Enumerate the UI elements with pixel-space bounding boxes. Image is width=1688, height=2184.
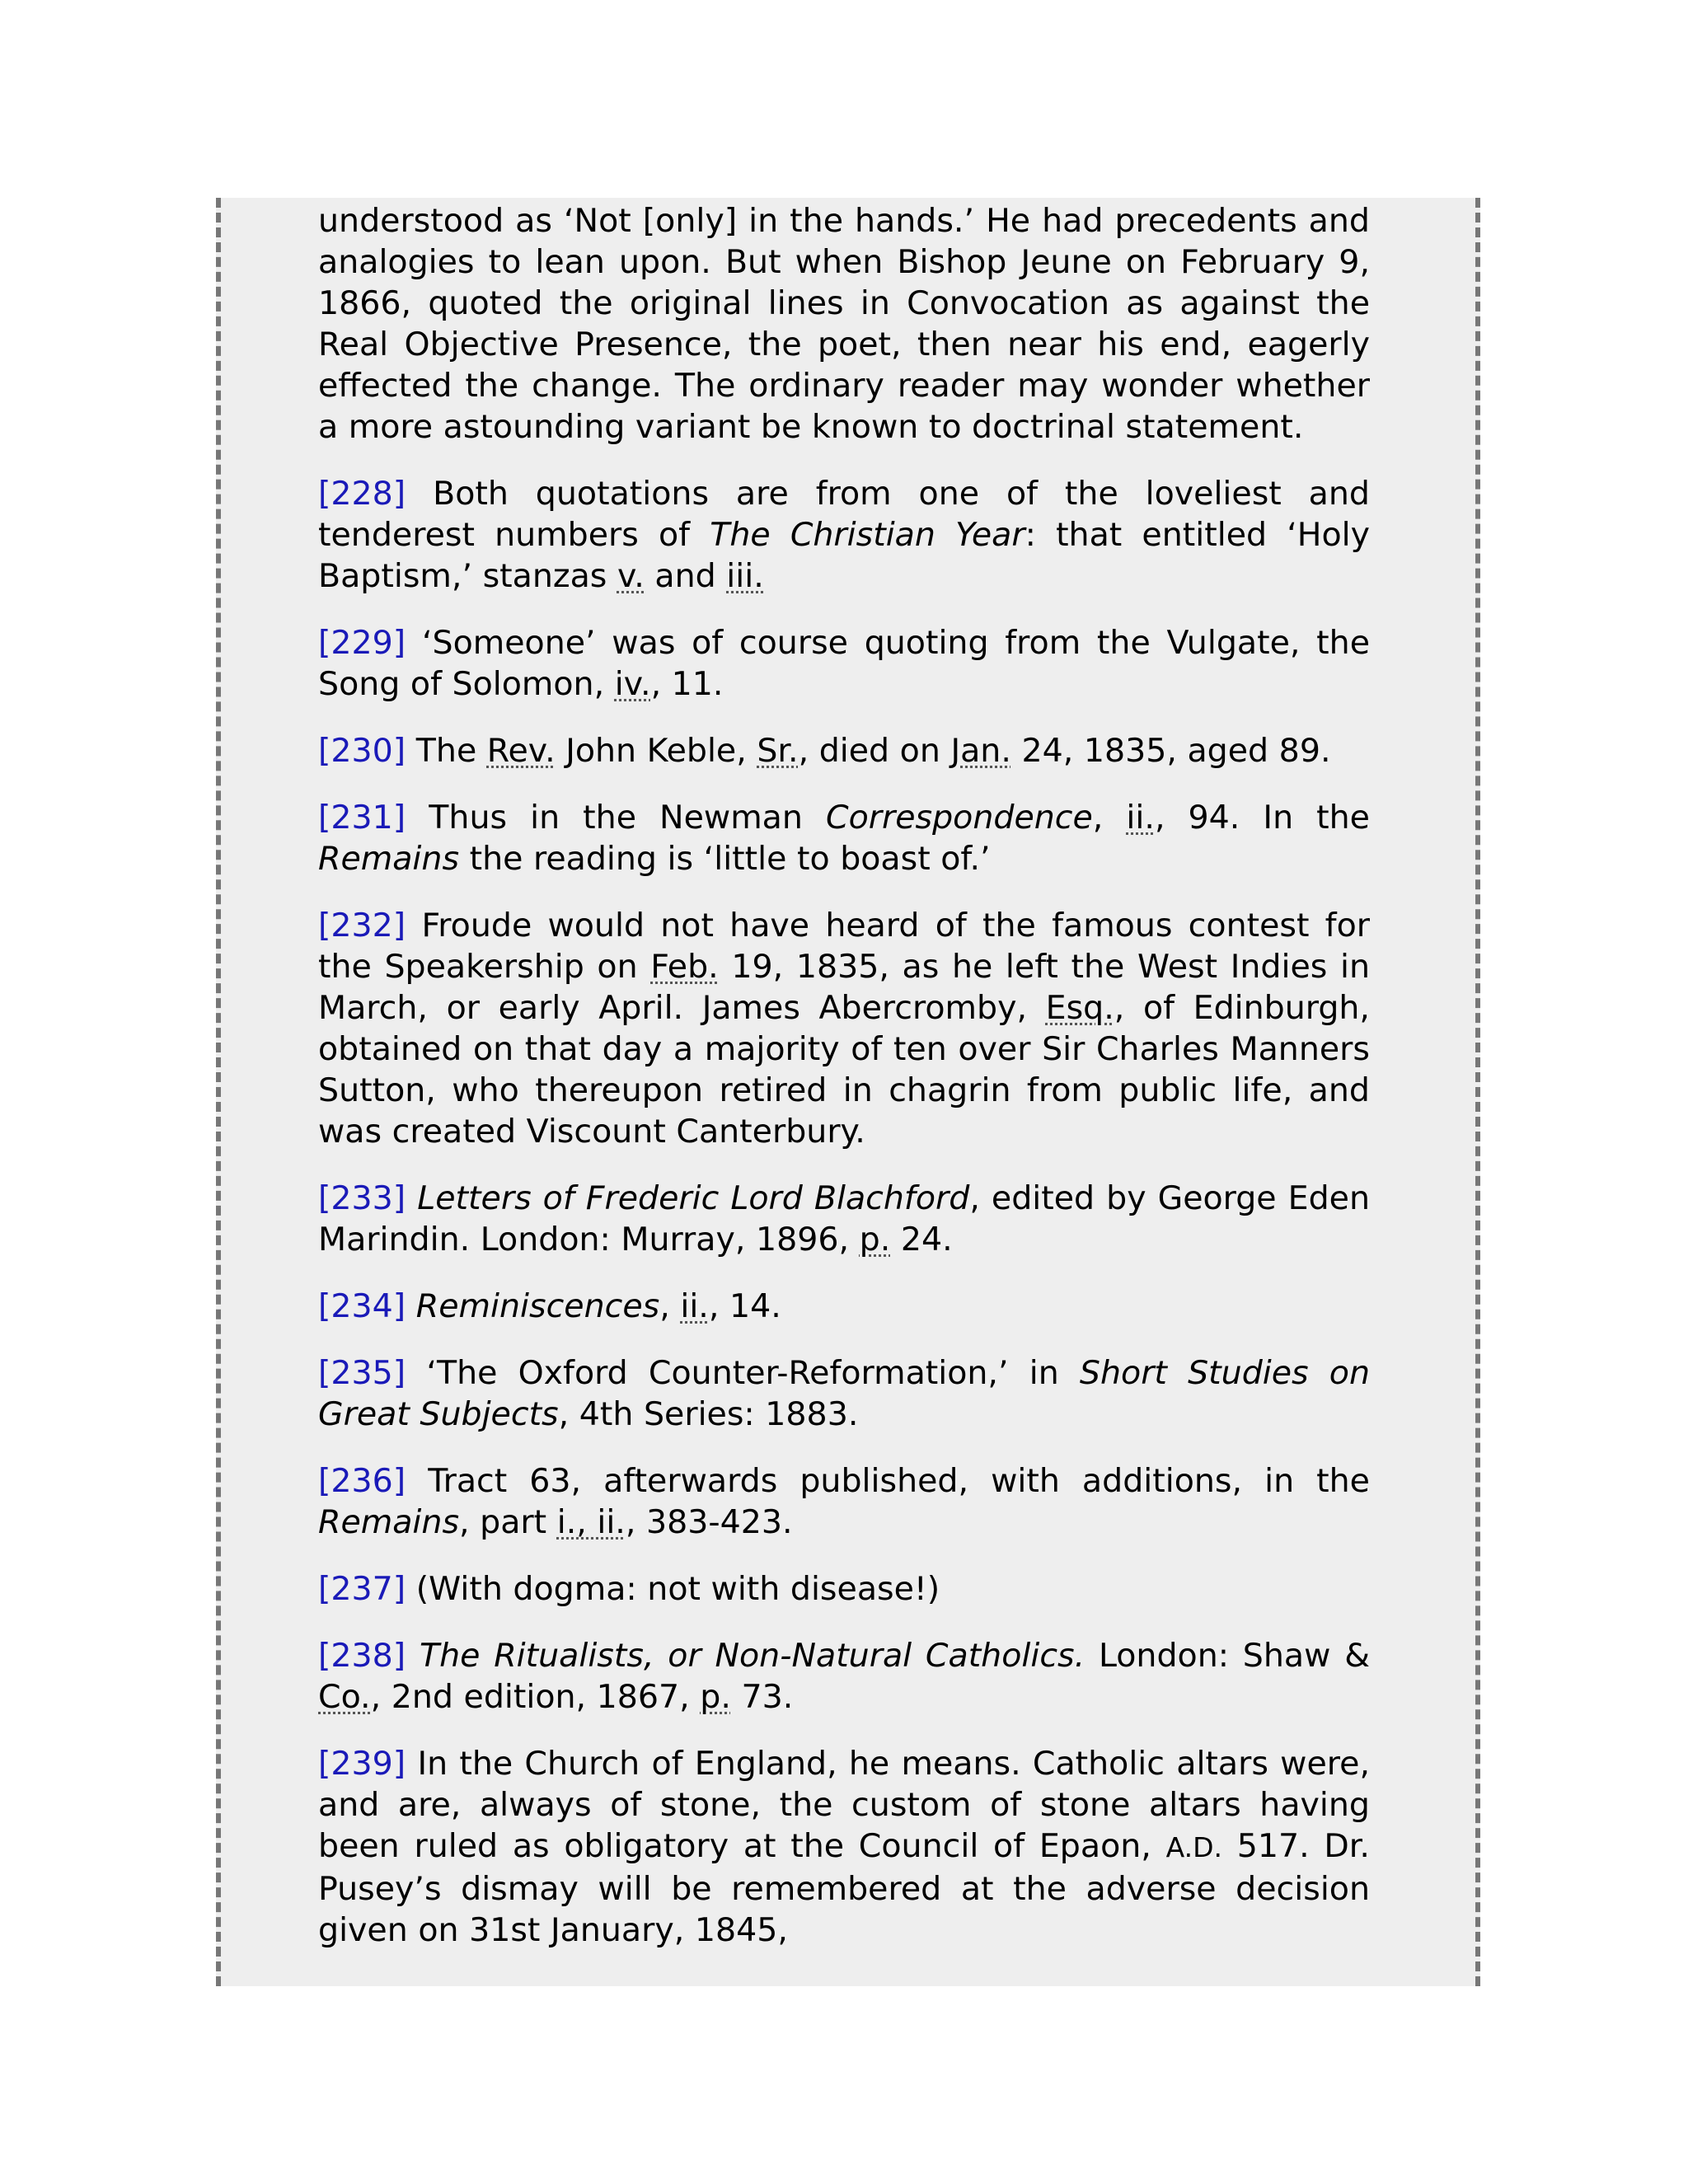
footnote-text: , edited by George Eden Marindin. London: Murray, 1896, bbox=[318, 1179, 1370, 1258]
footnote-text: , 14. bbox=[708, 1287, 781, 1325]
italic-title: The Christian Year bbox=[710, 516, 1025, 554]
footnote-235 bbox=[318, 1352, 1370, 1435]
footnote-continuation bbox=[318, 200, 1370, 448]
footnote-ref-link[interactable]: [235] bbox=[318, 1354, 406, 1392]
footnote-text: 517. Dr. Pusey’s dismay will be remembered at the adverse decision given on 31st January, 1845, bbox=[318, 1827, 1370, 1949]
footnote-229 bbox=[318, 622, 1370, 705]
italic-title: Remains bbox=[318, 840, 460, 878]
footnote-ref-link[interactable]: [228] bbox=[318, 475, 406, 513]
footnote-text: , part bbox=[459, 1503, 557, 1541]
footnote-text: 24. bbox=[890, 1221, 953, 1258]
footnote-text: Froude would not have heard of the famous contest for the Speakership on bbox=[318, 907, 1370, 986]
footnote-text: understood as ‘Not [only] in the hands.’ He had precedents and analogies to lean upon. But when Bishop Jeune on February 9, 1866, quoted the original lines in Convocation as against the Real Objective Presence, the poet, then near his end, eagerly effected the change. The ordinary reader may wonder whether a more astounding variant be known to doctrinal statement. bbox=[318, 202, 1370, 446]
footnote-text: The bbox=[406, 732, 487, 770]
footnote-text: (With dogma: not with disease!) bbox=[406, 1570, 940, 1608]
footnote-text: , of Edinburgh, obtained on that day a majority of ten over Sir Charles Manners Sutton, who thereupon retired in chagrin from public life, and was created Viscount Canterbury. bbox=[318, 989, 1370, 1151]
footnote-228 bbox=[318, 473, 1370, 597]
italic-title: Short Studies on Great Subjects bbox=[318, 1354, 1371, 1433]
footnote-text: , 11. bbox=[650, 665, 724, 703]
footnote-231 bbox=[318, 797, 1370, 879]
footnote-239 bbox=[318, 1743, 1370, 1951]
footnote-ref-link[interactable]: [238] bbox=[318, 1637, 406, 1675]
footnote-text: , died on bbox=[798, 732, 951, 770]
footnote-ref-link[interactable]: [236] bbox=[318, 1462, 406, 1500]
footnote-ref-link[interactable]: [239] bbox=[318, 1745, 406, 1783]
footnotes-body bbox=[318, 200, 1370, 1976]
footnote-text: , 4th Series: 1883. bbox=[558, 1395, 859, 1433]
footnote-text: , 94. In the bbox=[1154, 799, 1370, 837]
footnote-234 bbox=[318, 1286, 1370, 1327]
abbreviation: p. bbox=[700, 1678, 731, 1716]
footnote-text: , bbox=[659, 1287, 681, 1325]
footnote-text: , bbox=[1092, 799, 1127, 837]
abbreviation: ii. bbox=[1126, 799, 1155, 837]
italic-title: Reminiscences bbox=[415, 1287, 660, 1325]
footnote-ref-link[interactable]: [234] bbox=[318, 1287, 406, 1325]
footnote-text bbox=[406, 1287, 416, 1325]
abbreviation: iii. bbox=[726, 557, 764, 595]
footnote-238 bbox=[318, 1635, 1370, 1718]
footnote-ref-link[interactable]: [233] bbox=[318, 1179, 406, 1217]
footnote-text: Tract 63, afterwards published, with additions, in the bbox=[406, 1462, 1370, 1500]
italic-title: The Ritualists, or Non-Natural Catholics. bbox=[419, 1637, 1085, 1675]
abbreviation: Feb. bbox=[650, 948, 719, 986]
abbreviation: Esq. bbox=[1045, 989, 1114, 1027]
abbreviation: Rev. bbox=[486, 732, 556, 770]
footnote-text: ‘Someone’ was of course quoting from the Vulgate, the Song of Solomon, bbox=[318, 624, 1370, 703]
abbreviation: p. bbox=[859, 1221, 891, 1258]
footnote-text: Both quotations are from one of the loveliest and tenderest numbers of bbox=[318, 475, 1370, 554]
footnote-text: 19, 1835, as he left the West Indies in March, or early April. James Abercromby, bbox=[318, 948, 1370, 1027]
footnote-text: London: Shaw & bbox=[1085, 1637, 1370, 1675]
footnote-ref-link[interactable]: [231] bbox=[318, 799, 406, 837]
footnote-text: , 2nd edition, 1867, bbox=[370, 1678, 701, 1716]
abbreviation: ii. bbox=[680, 1287, 709, 1325]
footnote-text: Thus in the Newman bbox=[406, 799, 826, 837]
footnote-text: 73. bbox=[730, 1678, 794, 1716]
footnote-text: 24, 1835, aged 89. bbox=[1010, 732, 1331, 770]
footnote-ref-link[interactable]: [232] bbox=[318, 907, 406, 944]
footnote-text: John Keble, bbox=[555, 732, 757, 770]
footnote-text: the reading is ‘little to boast of.’ bbox=[459, 840, 991, 878]
footnote-233 bbox=[318, 1178, 1370, 1260]
abbreviation: Sr. bbox=[757, 732, 799, 770]
italic-title: Correspondence bbox=[825, 799, 1093, 837]
italic-title: Remains bbox=[318, 1503, 460, 1541]
footnote-text: In the Church of England, he means. Catholic altars were, and are, always of stone, the custom of stone altars having been ruled as obligatory at the Council of Epaon, bbox=[318, 1745, 1370, 1865]
footnote-ref-link[interactable]: [229] bbox=[318, 624, 406, 662]
footnote-text: ‘The Oxford Counter-Reformation,’ in bbox=[406, 1354, 1080, 1392]
small-caps-text: A.D. bbox=[1165, 1831, 1222, 1863]
abbreviation: iv. bbox=[614, 665, 651, 703]
abbreviation: v. bbox=[617, 557, 645, 595]
abbreviation: Co. bbox=[318, 1678, 371, 1716]
footnote-232 bbox=[318, 905, 1370, 1152]
footnote-ref-link[interactable]: [230] bbox=[318, 732, 406, 770]
footnote-230 bbox=[318, 730, 1370, 771]
footnote-text: , 383-423. bbox=[625, 1503, 793, 1541]
footnote-text: and bbox=[644, 557, 727, 595]
footnote-237 bbox=[318, 1568, 1370, 1610]
footnote-ref-link[interactable]: [237] bbox=[318, 1570, 406, 1608]
footnote-text: : that entitled ‘Holy Baptism,’ stanzas bbox=[318, 516, 1370, 595]
italic-title: Letters of Frederic Lord Blachford bbox=[417, 1179, 970, 1217]
footnote-text bbox=[406, 1179, 417, 1217]
abbreviation: i., ii. bbox=[556, 1503, 626, 1541]
footnote-text bbox=[406, 1637, 420, 1675]
footnote-236 bbox=[318, 1460, 1370, 1543]
abbreviation: Jan. bbox=[950, 732, 1011, 770]
